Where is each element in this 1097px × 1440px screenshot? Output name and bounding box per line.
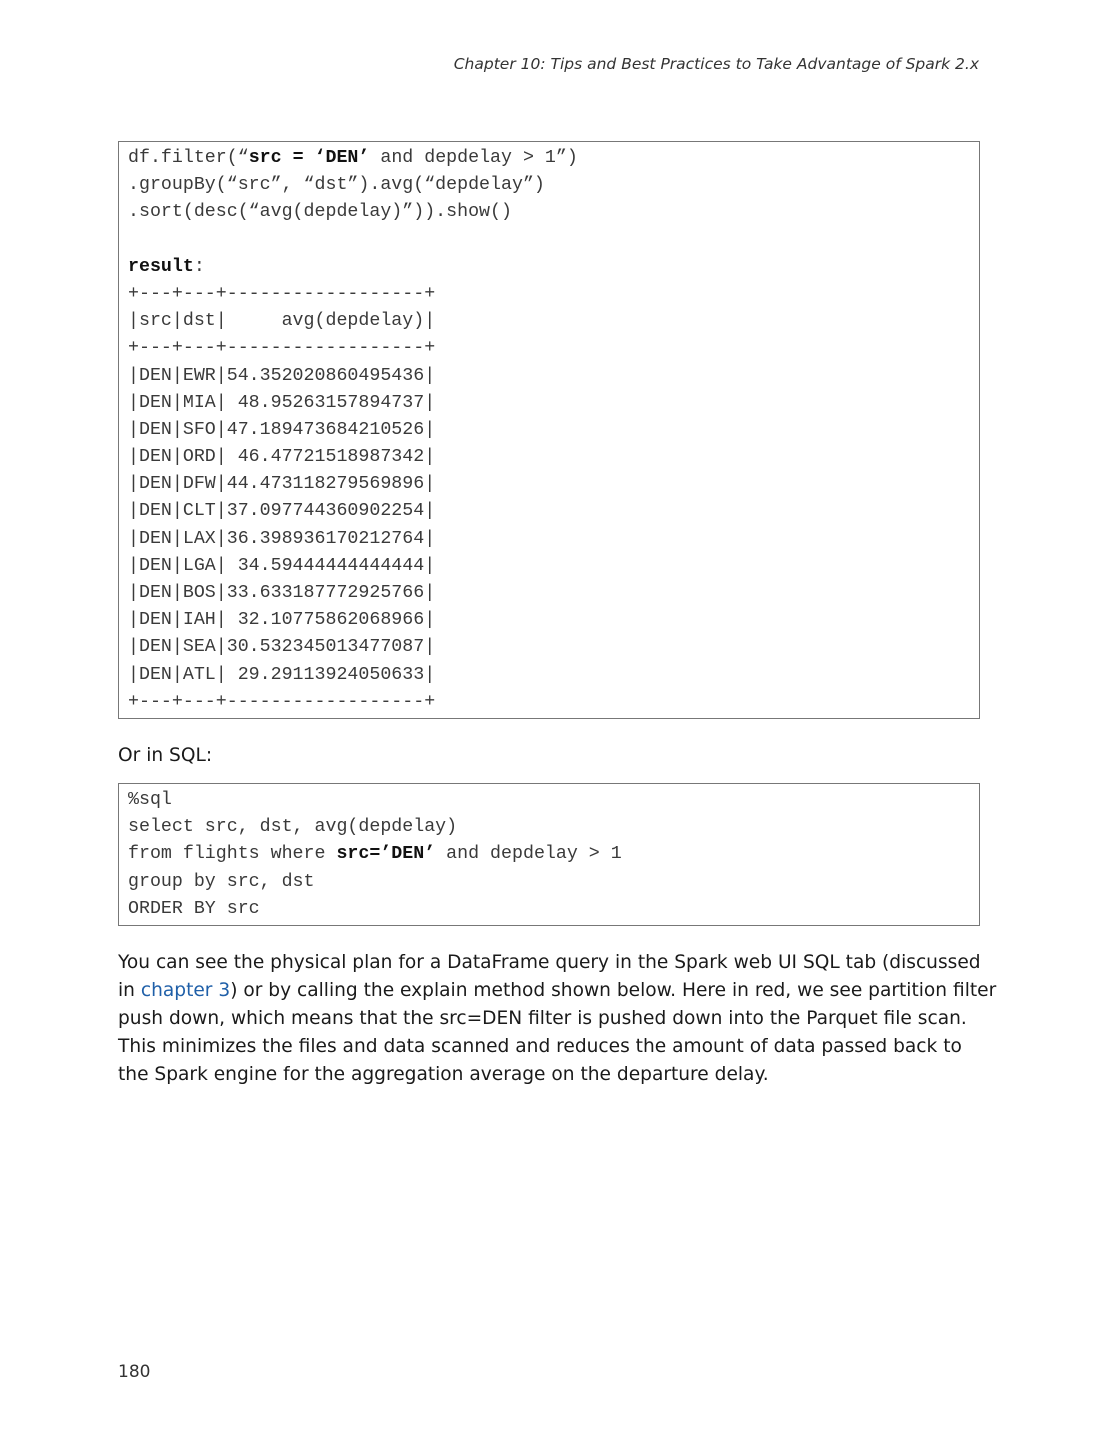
code-line [128, 841, 979, 868]
running-header-chapter-title: Chapter 10: Tips and Best Practices to Take Advantage of Spark 2.x [453, 55, 979, 73]
table-row: |DEN|LGA| 34.59444444444444| [128, 555, 436, 576]
code-line [128, 145, 979, 172]
table-border-top: +---+---+------------------+ [128, 283, 436, 304]
table-header-row: |src|dst| avg(depdelay)| [128, 311, 436, 332]
table-row: |DEN|DFW|44.473118279569896| [128, 474, 436, 495]
table-row: |DEN|BOS|33.633187772925766| [128, 583, 436, 603]
table-row: |DEN|CLT|37.097744360902254| [128, 501, 436, 522]
code-line: .sort(desc(“avg(depdelay)”)).show() [128, 202, 512, 223]
paragraph-text: ) or by calling the explain method shown below. Here in red, we see partition filter push down, which means that the src=DEN filter is pushed down into the Parquet file scan. This minimizes the files and data scanned and reduces the amount of data passed back to the Spark engine for the aggregation average on the departure delay. [118, 980, 997, 1085]
code-text: from flights where [128, 844, 337, 865]
table-row: |DEN|LAX|36.398936170212764| [128, 528, 436, 549]
chapter-link[interactable]: chapter 3 [140, 980, 231, 1001]
code-text: df.filter(“ [128, 148, 249, 168]
table-row: |DEN|IAH| 32.10775862068966| [128, 610, 436, 631]
code-blank-line [128, 227, 979, 254]
page-number: 180 [118, 1362, 151, 1382]
code-line: select src, dst, avg(depdelay) [128, 817, 458, 838]
table-row: |DEN|SEA|30.532345013477087| [128, 637, 436, 658]
table-row: |DEN|MIA| 48.95263157894737| [128, 392, 436, 413]
table-border-mid: +---+---+------------------+ [128, 338, 436, 359]
table-row: |DEN|ORD| 46.47721518987342| [128, 447, 436, 468]
code-block-dataframe [118, 141, 980, 719]
code-line: .groupBy(“src”, “dst”).avg(“depdelay”) [128, 175, 545, 196]
code-text: and depdelay > 1”) [369, 148, 578, 168]
table-row: |DEN|EWR|54.352020860495436| [128, 365, 436, 386]
code-line: ORDER BY src [128, 898, 260, 919]
code-bold-text: src = ‘DEN’ [248, 148, 370, 168]
result-colon: : [193, 256, 205, 277]
or-in-sql-text: Or in SQL: [118, 745, 213, 766]
table-border-bottom: +---+---+------------------+ [128, 691, 436, 712]
paragraph-text: You can see the physical plan for a DataFrame query in the Spark web UI SQL tab (discussed in [118, 952, 981, 1001]
code-line: %sql [128, 790, 172, 810]
table-row: |DEN|SFO|47.189473684210526| [128, 419, 436, 440]
body-paragraph [118, 949, 998, 1089]
table-row: |DEN|ATL| 29.29113924050633| [128, 664, 436, 685]
code-line: group by src, dst [128, 871, 315, 892]
result-label-line [128, 254, 979, 281]
result-label: result [128, 256, 194, 277]
code-text: and depdelay > 1 [435, 844, 622, 865]
code-block-sql [118, 783, 980, 926]
code-bold-text: src=’DEN’ [336, 844, 436, 865]
